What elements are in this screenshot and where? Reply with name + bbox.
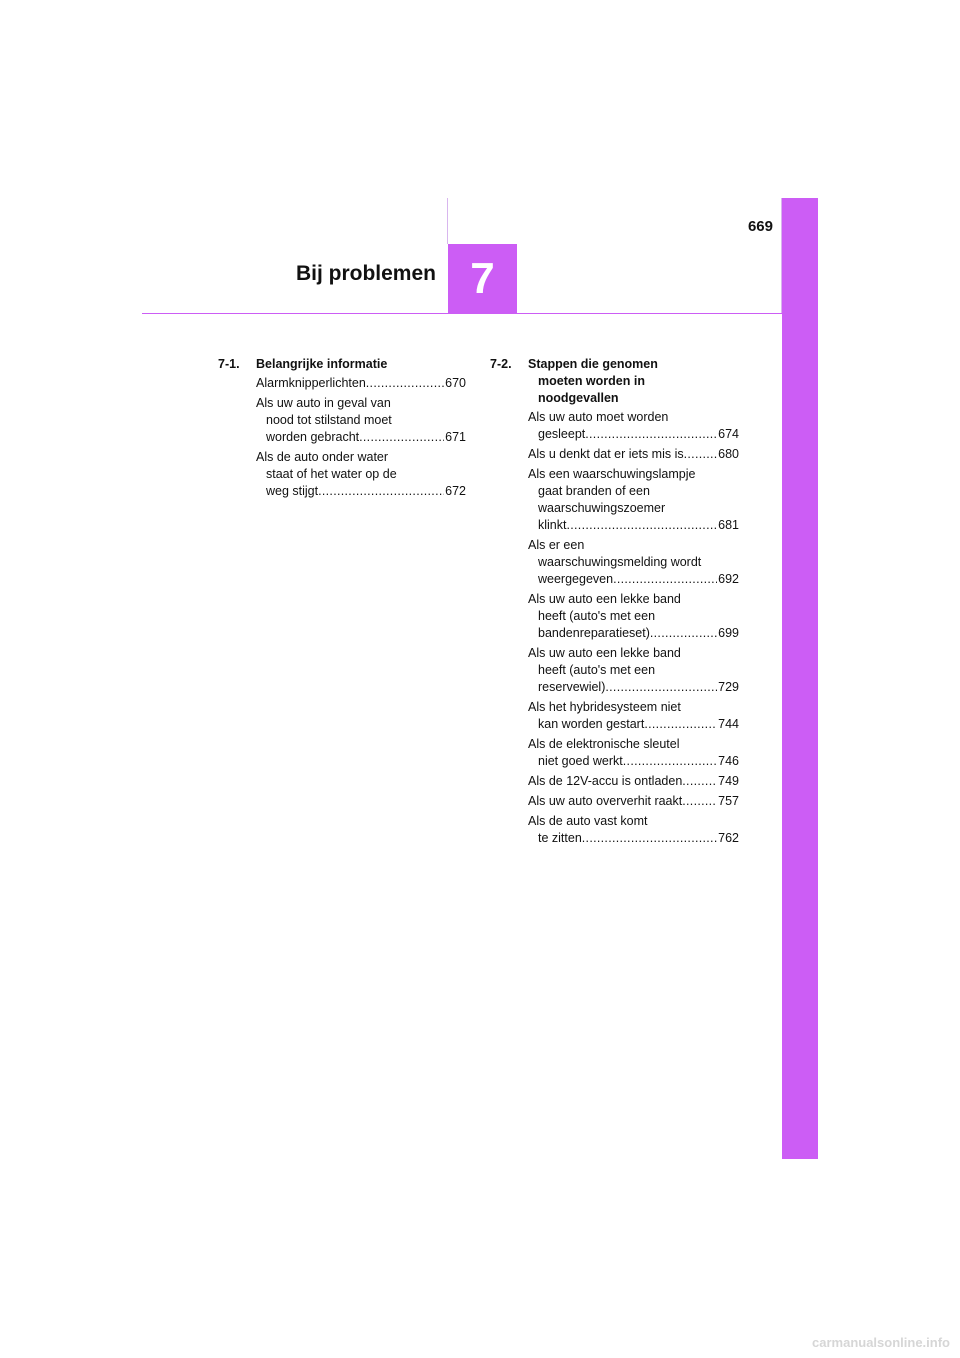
dot-leader xyxy=(650,625,717,642)
page-number: 669 xyxy=(747,218,773,235)
toc-entry-page: 674 xyxy=(718,427,739,441)
toc-entry-page: 671 xyxy=(445,430,466,444)
toc-entry-text: Als de auto onder water xyxy=(256,450,389,464)
section-title-line: Stappen die genomen xyxy=(528,357,658,371)
header-divider-right xyxy=(781,198,782,314)
toc-entry[interactable] xyxy=(528,446,739,463)
section-number: 7-2. xyxy=(490,357,512,371)
chapter-title: Bij problemen xyxy=(295,262,436,285)
toc-entry-page: 670 xyxy=(445,376,466,390)
toc-entry-text: weergegeven xyxy=(538,572,614,586)
dot-leader xyxy=(585,426,717,443)
toc-entry-last-line xyxy=(528,426,739,443)
toc-entry[interactable] xyxy=(528,773,739,790)
dot-leader xyxy=(366,375,444,392)
dot-leader xyxy=(684,446,718,463)
toc-entry-text: Als de elektronische sleutel xyxy=(528,737,680,751)
toc-entry[interactable] xyxy=(528,793,739,810)
toc-entry-text: Als er een xyxy=(528,538,585,552)
toc-entry[interactable] xyxy=(528,466,739,534)
toc-entry-last-line xyxy=(528,753,739,770)
toc-entry[interactable] xyxy=(256,449,466,500)
toc-entry-last-line xyxy=(528,793,739,810)
toc-entry-text: heeft (auto's met een xyxy=(538,663,656,677)
toc-entry-page: 692 xyxy=(718,572,739,586)
toc-entry-text: bandenreparatieset) xyxy=(538,626,650,640)
section-title xyxy=(256,356,466,373)
toc-entry-page: 681 xyxy=(718,518,739,532)
toc-entry-text: Alarmknipperlichten xyxy=(256,376,366,390)
header-rule xyxy=(142,313,782,314)
toc-entry-page: 672 xyxy=(445,484,466,498)
dot-leader xyxy=(623,753,717,770)
toc-entry-page: 699 xyxy=(718,626,739,640)
toc-entry-last-line xyxy=(528,625,739,642)
toc-entry[interactable] xyxy=(528,699,739,733)
toc-entry-text: heeft (auto's met een xyxy=(538,609,656,623)
dot-leader xyxy=(644,716,717,733)
toc-entry-text: waarschuwingsmelding wordt xyxy=(538,555,702,569)
toc-entry-page: 762 xyxy=(718,831,739,845)
toc-entry-text: niet goed werkt xyxy=(538,754,623,768)
toc-entry-page: 757 xyxy=(718,794,739,808)
chapter-tab-bar xyxy=(782,198,818,1159)
toc-entry[interactable] xyxy=(528,813,739,847)
toc-entry[interactable] xyxy=(528,591,739,642)
toc-entry[interactable] xyxy=(528,736,739,770)
toc-entry[interactable] xyxy=(528,409,739,443)
toc-entry-page: 744 xyxy=(718,717,739,731)
toc-entry-text: te zitten xyxy=(538,831,582,845)
toc-entry-text: Als uw auto een lekke band xyxy=(528,592,681,606)
toc-entry-last-line xyxy=(528,679,739,696)
toc-entry-text: Als een waarschuwingslampje xyxy=(528,467,696,481)
toc-column-left xyxy=(218,356,466,503)
toc-entry-text: Als uw auto moet worden xyxy=(528,410,669,424)
toc-entry-last-line xyxy=(528,446,739,463)
footer-watermark: carmanualsonline.info xyxy=(812,1335,950,1350)
toc-entry-last-line xyxy=(528,716,739,733)
dot-leader xyxy=(359,429,444,446)
toc-entry-text: waarschuwingszoemer xyxy=(538,501,666,515)
toc-entry-last-line xyxy=(256,375,466,392)
toc-entry-page: 746 xyxy=(718,754,739,768)
toc-entry-last-line xyxy=(528,830,739,847)
toc-entry-page: 729 xyxy=(718,680,739,694)
section-heading xyxy=(490,356,739,407)
section-title xyxy=(528,356,739,407)
toc-entry-last-line xyxy=(256,483,466,500)
toc-entry-text: nood tot stilstand moet xyxy=(266,413,392,427)
toc-entry-text: weg stijgt xyxy=(266,484,319,498)
toc-entry-text: Als u denkt dat er iets mis is xyxy=(528,447,684,461)
section-heading xyxy=(218,356,466,373)
toc-entry-text: Als de auto vast komt xyxy=(528,814,648,828)
toc-entry-text: Als uw auto in geval van xyxy=(256,396,391,410)
chapter-number-box xyxy=(448,244,517,313)
toc-entry-text: Als uw auto een lekke band xyxy=(528,646,681,660)
toc-entry-last-line xyxy=(256,429,466,446)
toc-entry-text: Als het hybridesysteem niet xyxy=(528,700,681,714)
toc-entry[interactable] xyxy=(256,395,466,446)
toc-entry-last-line xyxy=(528,571,739,588)
section-number: 7-1. xyxy=(218,357,240,371)
toc-entry-text: Als uw auto oververhit raakt xyxy=(528,794,683,808)
toc-entry-last-line xyxy=(528,773,739,790)
dot-leader xyxy=(682,773,717,790)
toc-column-right xyxy=(490,356,739,850)
toc-entry-text: Als de 12V-accu is ontladen xyxy=(528,774,683,788)
toc-entry-text: staat of het water op de xyxy=(266,467,397,481)
toc-entry-text: gaat branden of een xyxy=(538,484,650,498)
toc-entry-page: 680 xyxy=(718,447,739,461)
dot-leader xyxy=(318,483,444,500)
toc-entry-text: reservewiel) xyxy=(538,680,606,694)
dot-leader xyxy=(566,517,717,534)
dot-leader xyxy=(605,679,717,696)
toc-entry-page: 749 xyxy=(718,774,739,788)
section-title-line: Belangrijke informatie xyxy=(256,357,388,371)
section-title-line: noodgevallen xyxy=(538,391,619,405)
toc-entry[interactable] xyxy=(528,537,739,588)
toc-entry-text: kan worden gestart xyxy=(538,717,645,731)
dot-leader xyxy=(682,793,717,810)
toc-entry-last-line xyxy=(528,517,739,534)
toc-entry-text: worden gebracht xyxy=(266,430,360,444)
header-divider-vertical xyxy=(447,198,448,244)
section-title-line: moeten worden in xyxy=(538,374,645,388)
toc-entry[interactable] xyxy=(528,645,739,696)
dot-leader xyxy=(582,830,717,847)
dot-leader xyxy=(613,571,717,588)
toc-entry-text: klinkt xyxy=(538,518,567,532)
chapter-number: 7 xyxy=(470,254,495,303)
toc-entry[interactable] xyxy=(256,375,466,392)
toc-entry-text: gesleept xyxy=(538,427,586,441)
